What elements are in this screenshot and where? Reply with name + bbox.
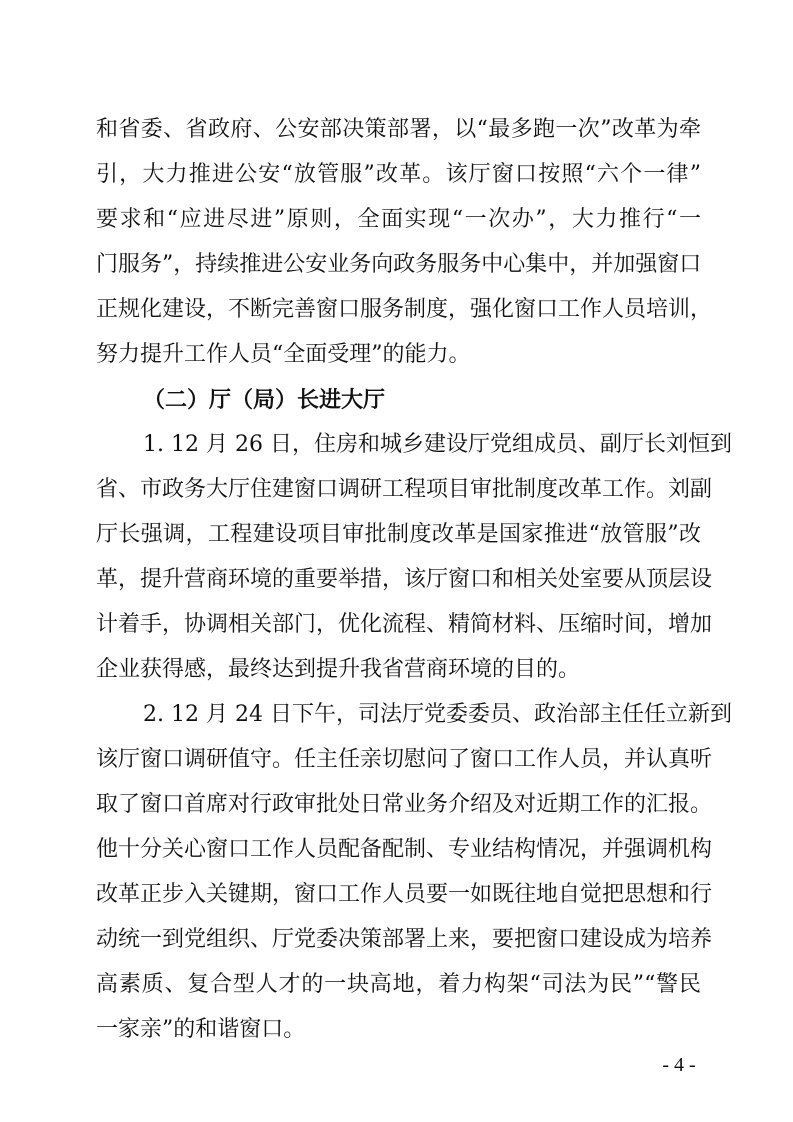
paragraph-line: 该厅窗口调研值守。任主任亲切慰问了窗口工作人员，并认真听 xyxy=(96,747,713,772)
paragraph-line: 2. 12 月 24 日下午，司法厅党委委员、政治部主任任立新到 xyxy=(143,702,732,727)
paragraph-line: 改革正步入关键期，窗口工作人员要一如既往地自觉把思想和行 xyxy=(96,882,713,907)
paragraph-line: 企业获得感，最终达到提升我省营商环境的目的。 xyxy=(96,657,581,682)
section-heading: （二）厅（局）长进大厅 xyxy=(143,387,386,413)
paragraph-line: 省、市政务大厅住建窗口调研工程项目审批制度改革工作。刘副 xyxy=(96,477,713,502)
paragraph-line: 要求和“应进尽进”原则，全面实现“一次办”，大力推行“一 xyxy=(96,207,701,232)
paragraph-line: 1. 12 月 26 日，住房和城乡建设厅党组成员、副厅长刘恒到 xyxy=(143,432,732,457)
paragraph-line: 门服务”，持续推进公安业务向政务服务中心集中，并加强窗口 xyxy=(96,252,702,277)
paragraph-line: 他十分关心窗口工作人员配备配制、专业结构情况，并强调机构 xyxy=(96,837,713,862)
paragraph-line: 取了窗口首席对行政审批处日常业务介绍及对近期工作的汇报。 xyxy=(96,792,713,817)
paragraph-line: 动统一到党组织、厅党委决策部署上来，要把窗口建设成为培养 xyxy=(96,927,713,952)
paragraph-line: 正规化建设，不断完善窗口服务制度，强化窗口工作人员培训， xyxy=(96,297,713,322)
paragraph-line: 厅长强调，工程建设项目审批制度改革是国家推进“放管服”改 xyxy=(96,522,701,547)
paragraph-line: 计着手，协调相关部门，优化流程、精简材料、压缩时间，增加 xyxy=(96,612,713,637)
page-number: - 4 - xyxy=(662,1054,696,1076)
paragraph-line: 引，大力推进公安“放管服”改革。该厅窗口按照“六个一律” xyxy=(96,162,701,187)
paragraph-line: 高素质、复合型人才的一块高地，着力构架“司法为民”“警民 xyxy=(96,972,701,997)
paragraph-line: 一家亲”的和谐窗口。 xyxy=(96,1017,306,1042)
paragraph-line: 革，提升营商环境的重要举措，该厅窗口和相关处室要从顶层设 xyxy=(96,567,713,592)
paragraph-line: 和省委、省政府、公安部决策部署，以“最多跑一次”改革为牵 xyxy=(96,117,701,142)
paragraph-line: 努力提升工作人员“全面受理”的能力。 xyxy=(96,342,471,367)
